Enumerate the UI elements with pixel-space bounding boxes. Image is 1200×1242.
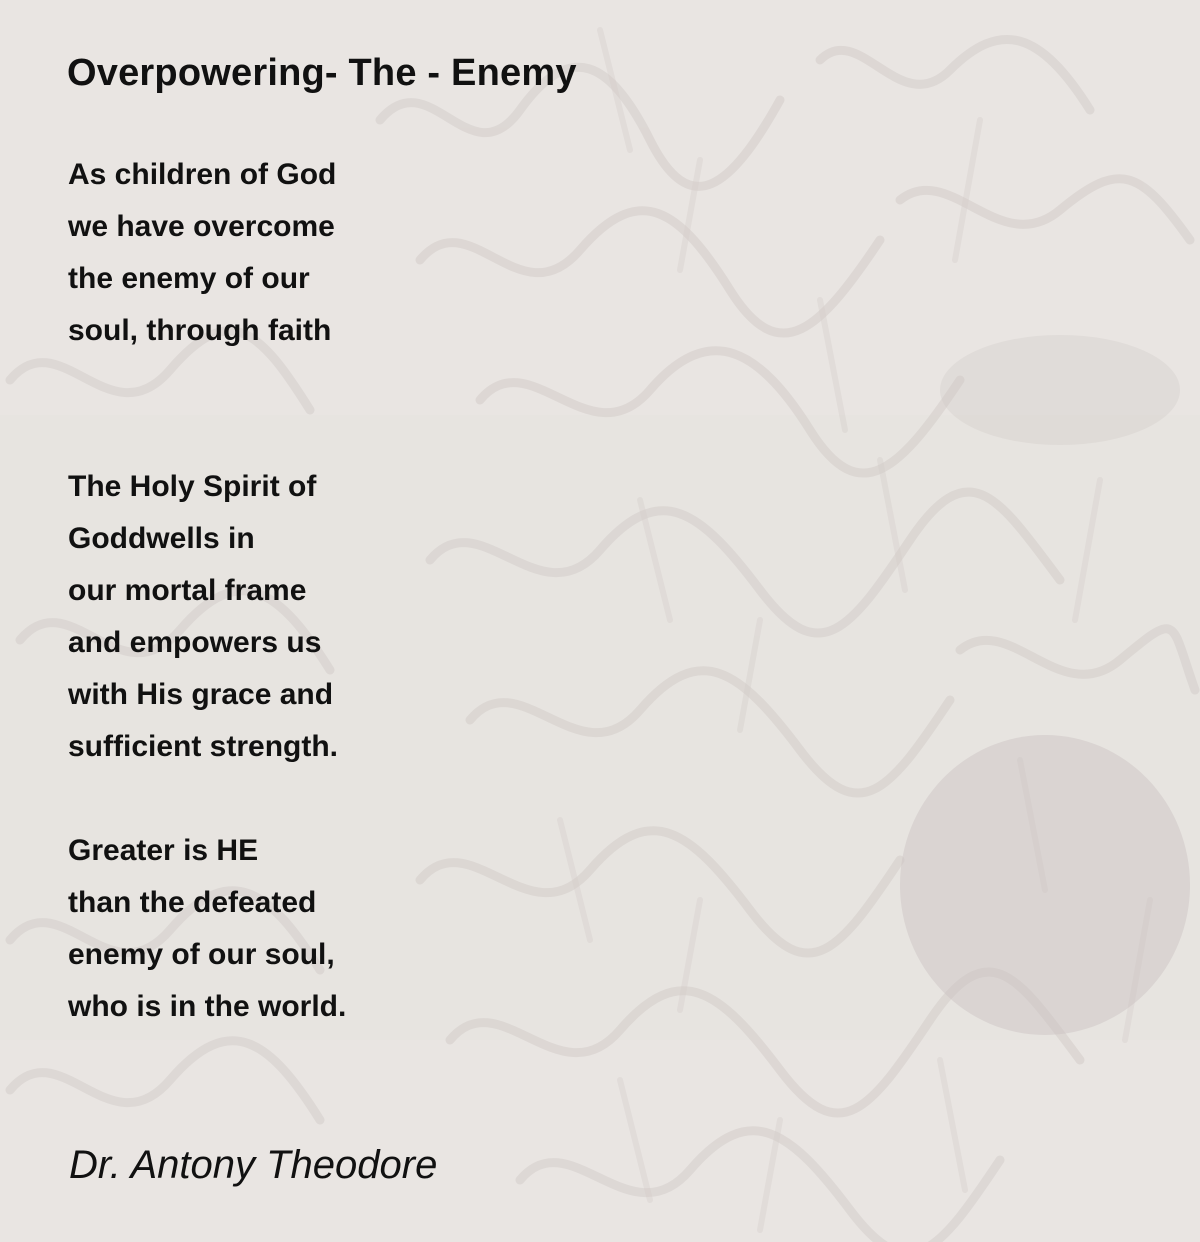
poem-line: The Holy Spirit of [68,470,317,503]
poem-line: with His grace and [68,678,334,711]
poem-line: Greater is HE [68,834,259,867]
poem-title: Overpowering- The - Enemy [67,52,577,94]
poem-line: enemy of our soul, [68,938,335,971]
poem-line: the enemy of our [68,262,310,295]
poem-author: Dr. Antony Theodore [69,1143,438,1187]
poem-line: sufficient strength. [68,730,339,763]
poem-line: soul, through faith [68,314,332,347]
poem-line: Goddwells in [68,522,255,555]
poem-line: who is in the world. [68,990,347,1023]
stanza-3 [68,825,346,1033]
stanza-2 [68,461,338,773]
poem-line: than the defeated [68,886,317,919]
poem-line: we have overcome [68,210,335,243]
poem-line: our mortal frame [68,574,307,607]
poem-line: As children of God [68,158,337,191]
stanza-1 [68,149,336,357]
poem-line: and empowers us [68,626,322,659]
